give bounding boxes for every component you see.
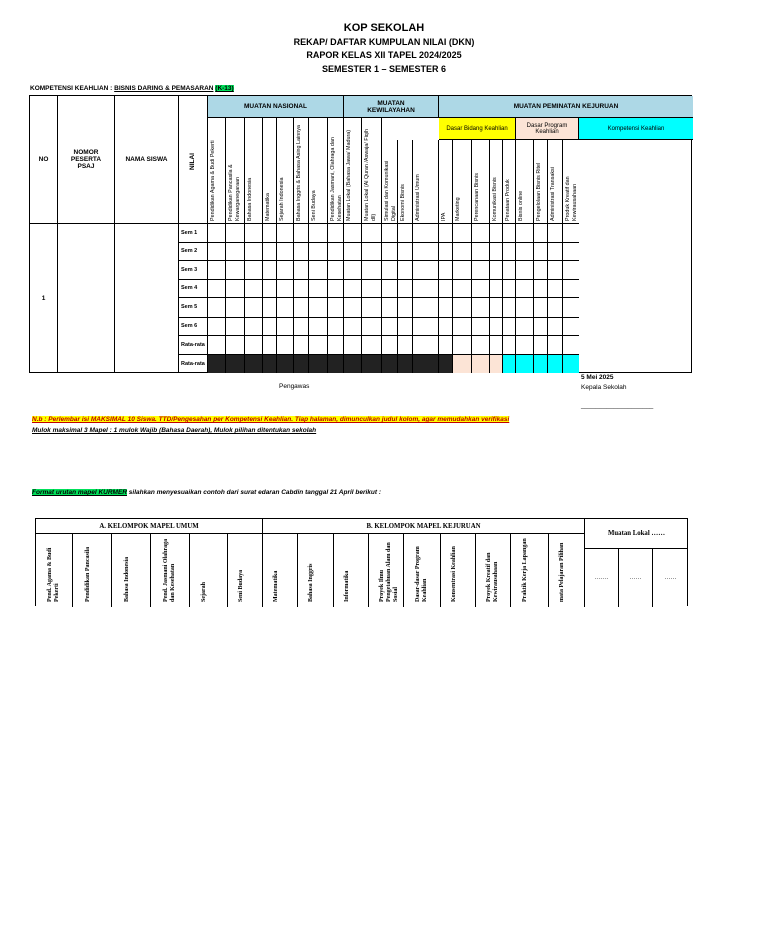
grade-cell xyxy=(490,261,503,280)
grade-cell xyxy=(548,243,563,261)
grade-cell xyxy=(563,336,579,355)
kompetensi-line xyxy=(30,85,234,92)
grade-cell xyxy=(490,243,503,261)
grade-cell xyxy=(453,280,472,298)
grade-cell xyxy=(362,298,382,318)
grade-cell xyxy=(534,243,548,261)
grade-cell xyxy=(226,336,245,355)
grade-cell xyxy=(226,318,245,336)
col-no-header: NO xyxy=(30,96,58,224)
grade-cell xyxy=(490,280,503,298)
grade-cell xyxy=(534,355,548,373)
grade-cell xyxy=(328,224,344,243)
kurmer-subject-header xyxy=(36,534,73,607)
kurmer-subject-label: Seni Budaya xyxy=(237,569,244,602)
grade-cell xyxy=(516,298,534,318)
subject-label: Administrasi Transaksi xyxy=(550,167,556,221)
subject-label: Seni Budaya xyxy=(311,190,317,221)
grade-cell xyxy=(563,261,579,280)
kurmer-subject-label: Konsentrasi Keahlian xyxy=(450,546,457,602)
grade-cell xyxy=(516,355,534,373)
grade-cell xyxy=(245,224,263,243)
semester-title: SEMESTER 1 – SEMESTER 6 xyxy=(321,64,447,74)
kurmer-subject-header xyxy=(190,534,228,607)
col-nilai-label: NILAI xyxy=(189,153,196,170)
grade-cell xyxy=(398,261,413,280)
grade-cell xyxy=(294,243,309,261)
kurmer-subject-label: Sejarah xyxy=(201,582,207,602)
grade-cell xyxy=(263,243,277,261)
kurmer-subject-header xyxy=(404,534,441,607)
subject-header xyxy=(439,140,453,224)
grade-cell xyxy=(382,318,398,336)
grade-cell xyxy=(534,336,548,355)
grade-cell xyxy=(309,243,328,261)
grade-cell xyxy=(490,355,503,373)
group-c-header: Muatan Lokal …… xyxy=(585,519,688,549)
group-nasional: MUATAN NASIONAL xyxy=(208,96,344,118)
grade-cell xyxy=(413,243,439,261)
grade-cell xyxy=(563,355,579,373)
grade-cell xyxy=(413,224,439,243)
grade-cell xyxy=(294,280,309,298)
grade-cell xyxy=(277,261,294,280)
subject-header xyxy=(263,118,277,224)
grade-cell xyxy=(344,280,362,298)
grade-cell xyxy=(382,224,398,243)
mulok-column: ……. xyxy=(585,549,619,607)
grade-cell xyxy=(309,318,328,336)
grade-cell xyxy=(490,224,503,243)
subject-header xyxy=(516,140,534,224)
grade-cell xyxy=(534,224,548,243)
grade-cell xyxy=(398,318,413,336)
mulok-column: …… xyxy=(664,575,677,581)
grade-cell xyxy=(263,261,277,280)
grade-cell xyxy=(516,243,534,261)
grade-cell xyxy=(534,298,548,318)
grade-cell xyxy=(344,243,362,261)
grade-cell xyxy=(548,336,563,355)
grade-cell xyxy=(328,318,344,336)
sub-kompetensi: Kompetensi Keahlian xyxy=(579,118,693,140)
grade-cell xyxy=(398,298,413,318)
subject-label: Pengelolaan Bisnis Ritel xyxy=(536,162,542,221)
grade-cell xyxy=(309,355,328,373)
grade-cell xyxy=(208,318,226,336)
subject-label: Matematika xyxy=(265,193,271,221)
subject-label: Muatan Lokal (Bahasa Jawa/ Madura) xyxy=(346,129,352,221)
format-highlight: Format urutan mapel KURMER xyxy=(32,489,127,496)
grade-cell xyxy=(453,336,472,355)
grade-cell xyxy=(362,243,382,261)
grade-cell xyxy=(309,280,328,298)
subject-label: Produk Kreatif dan Kewirausahaan xyxy=(565,176,578,221)
grade-cell xyxy=(413,261,439,280)
sign-date: 5 Mei 2025 xyxy=(581,374,614,381)
subject-label: Bahasa Inggris & Bahasa Asing Lainnya xyxy=(296,125,302,221)
grade-cell xyxy=(208,224,226,243)
subject-header xyxy=(277,118,294,224)
subject-header xyxy=(362,118,382,224)
grade-cell xyxy=(534,280,548,298)
kurmer-subject-label: Proyek Ilmu Pengetahuan Alam dan Sosial xyxy=(378,542,399,602)
kurmer-subject-header xyxy=(73,534,112,607)
grade-cell xyxy=(503,318,516,336)
kurmer-subject-label: Bahasa Indonesia xyxy=(123,556,130,602)
grade-cell xyxy=(245,336,263,355)
grade-cell xyxy=(413,280,439,298)
group-b-header: B. KELOMPOK MAPEL KEJURUAN xyxy=(263,519,585,534)
grade-cell xyxy=(208,336,226,355)
grade-cell xyxy=(328,261,344,280)
subject-header xyxy=(208,118,226,224)
grade-cell xyxy=(398,280,413,298)
grade-cell xyxy=(453,224,472,243)
kurmer-subject-header xyxy=(441,534,476,607)
kurikulum-badge: (K-13) xyxy=(215,85,234,92)
subject-header xyxy=(382,140,398,224)
kurmer-subject-header xyxy=(298,534,334,607)
grade-cell xyxy=(563,298,579,318)
grade-cell xyxy=(328,280,344,298)
grade-cell xyxy=(263,298,277,318)
grade-cell xyxy=(328,336,344,355)
subject-header xyxy=(398,140,413,224)
grade-cell xyxy=(294,355,309,373)
student-nama xyxy=(115,224,179,373)
grade-cell xyxy=(439,336,453,355)
grade-cell xyxy=(516,280,534,298)
kurmer-subject-header xyxy=(476,534,511,607)
grade-cell xyxy=(208,261,226,280)
grade-cell xyxy=(472,280,490,298)
grade-cell xyxy=(548,355,563,373)
note-mulok: Mulok maksimal 3 Mapel : 1 mulok Wajib (Bahasa Daerah), Mulok pilihan ditentukan sekolah xyxy=(32,427,317,434)
kurmer-subject-label: Pend. Jasmani Olahraga dan Kesehatan xyxy=(162,538,176,602)
grade-cell xyxy=(277,336,294,355)
subject-header xyxy=(226,118,245,224)
group-kewilayahan: MUATAN KEWILAYAHAN xyxy=(344,96,439,118)
grade-cell xyxy=(439,318,453,336)
grade-cell xyxy=(398,243,413,261)
grade-cell xyxy=(245,280,263,298)
grade-cell xyxy=(382,261,398,280)
kurmer-subject-label: Matematika xyxy=(272,570,279,602)
grade-cell xyxy=(245,318,263,336)
subject-label: Komunikasi Bisnis xyxy=(492,177,498,221)
school-letterhead: KOP SEKOLAH xyxy=(343,22,425,34)
grade-cell xyxy=(344,261,362,280)
subject-header xyxy=(328,118,344,224)
subject-header xyxy=(245,118,263,224)
grade-cell xyxy=(534,318,548,336)
kurmer-subject-label: Proyek Kreatif dan Kewirausahaan xyxy=(485,552,499,602)
grade-cell xyxy=(490,318,503,336)
grade-cell xyxy=(503,261,516,280)
grade-cell xyxy=(503,224,516,243)
grade-cell xyxy=(472,298,490,318)
kepala-sekolah-label: Kepala Sekolah xyxy=(581,384,627,391)
sub-dasar-program: Dasar Program Keahlian xyxy=(516,118,579,140)
note-maksimal: N.b : Perlembar isi MAKSIMAL 10 Siswa. TTD/Pengesahan per Kompetensi Keahlian. Tiap halaman, dimunculkan judul kolom, agar memudahkan verifikasi xyxy=(32,416,510,423)
grade-cell xyxy=(226,355,245,373)
subject-label: Ekonomi Bisnis xyxy=(400,184,406,221)
grade-cell xyxy=(362,224,382,243)
subject-label: Simulasi dan Komunikasi Digital xyxy=(384,160,397,221)
grade-cell xyxy=(245,243,263,261)
grade-cell xyxy=(472,318,490,336)
grade-cell xyxy=(413,298,439,318)
subject-label: Pendidikan Jasmani, Olahraga dan Kesehatan xyxy=(330,137,343,221)
grade-cell xyxy=(344,318,362,336)
student-no: 1 xyxy=(30,224,58,373)
grade-cell xyxy=(398,355,413,373)
grade-cell xyxy=(472,355,490,373)
grade-cell xyxy=(362,355,382,373)
grade-cell xyxy=(472,243,490,261)
grade-cell xyxy=(277,318,294,336)
kurmer-subject-label: Dasar-dasar Program Keahlian xyxy=(414,546,428,602)
grade-cell xyxy=(516,224,534,243)
subject-label: IPA xyxy=(441,212,447,221)
subject-header xyxy=(563,140,579,224)
grade-cell xyxy=(516,318,534,336)
kurmer-subject-label: mata Pelajaran Pilihan xyxy=(559,542,565,602)
subject-header xyxy=(548,140,563,224)
grade-cell xyxy=(277,224,294,243)
semester-row-label: Sem 2 xyxy=(179,243,208,261)
subject-label: Perencanaan Bisnis xyxy=(474,173,480,221)
format-instruction xyxy=(32,489,381,496)
grade-cell xyxy=(516,336,534,355)
grade-cell xyxy=(328,243,344,261)
grade-cell xyxy=(309,336,328,355)
grade-cell xyxy=(398,336,413,355)
kurmer-subject-header xyxy=(549,534,585,607)
semester-row-label: Sem 4 xyxy=(179,280,208,298)
grade-cell xyxy=(208,243,226,261)
grade-cell xyxy=(548,280,563,298)
grade-cell xyxy=(328,298,344,318)
grade-cell xyxy=(413,355,439,373)
grade-cell xyxy=(277,355,294,373)
sub-dasar-bidang: Dasar Bidang Keahlian xyxy=(439,118,516,140)
kurmer-subject-header xyxy=(151,534,190,607)
kurmer-subject-label: Informatika xyxy=(343,570,350,602)
grade-cell xyxy=(382,336,398,355)
semester-row-label: Sem 5 xyxy=(179,298,208,318)
subject-label: Marketing xyxy=(455,197,461,221)
group-a-header: A. KELOMPOK MAPEL UMUM xyxy=(36,519,263,534)
subject-header xyxy=(413,140,439,224)
grade-cell xyxy=(453,261,472,280)
grade-cell xyxy=(472,261,490,280)
grade-cell xyxy=(263,280,277,298)
subject-label: Muatan Lokal (Al Quran /Aswaja/ Fiqih dll) xyxy=(364,129,377,221)
grade-cell xyxy=(534,261,548,280)
grade-cell xyxy=(453,355,472,373)
grade-cell xyxy=(309,261,328,280)
mulok-column: …… xyxy=(619,549,653,607)
kurmer-table xyxy=(35,518,688,606)
grade-cell xyxy=(490,298,503,318)
grade-cell xyxy=(245,261,263,280)
subject-header xyxy=(294,118,309,224)
grade-cell xyxy=(439,298,453,318)
grade-cell xyxy=(208,355,226,373)
grade-cell xyxy=(294,224,309,243)
grade-cell xyxy=(245,355,263,373)
grade-cell xyxy=(362,261,382,280)
kurmer-subject-label: Pendidikan Pancasila xyxy=(84,546,91,602)
kurmer-subject-label: Bahasa Inggris xyxy=(308,563,314,602)
subject-label: Sejarah Indonesia xyxy=(279,177,285,221)
grade-cell xyxy=(309,224,328,243)
grade-cell xyxy=(563,280,579,298)
semester-row-label: Rata-rata xyxy=(179,336,208,355)
grade-cell xyxy=(208,298,226,318)
kepala-signature-line: ____________________ xyxy=(581,402,654,409)
subject-header xyxy=(503,140,516,224)
grade-cell xyxy=(263,224,277,243)
grade-cell xyxy=(344,298,362,318)
grade-cell xyxy=(328,355,344,373)
grade-cell xyxy=(548,224,563,243)
subject-label: Administrasi Umum xyxy=(415,174,421,221)
format-rest: silahkan menyesuaikan contoh dari surat edaran Cabdin tanggal 21 April berikut : xyxy=(126,489,382,496)
grade-cell xyxy=(382,280,398,298)
kurmer-subject-label: Praktik Kerja Lapangan xyxy=(522,538,528,602)
subject-label: Pendidikan Pancasila & Kewarganegaraan xyxy=(228,164,241,221)
subject-label: Pendidikan Agama & Budi Pekerti xyxy=(210,140,216,221)
subject-header xyxy=(490,140,503,224)
grade-cell xyxy=(516,261,534,280)
grade-cell xyxy=(503,243,516,261)
grade-cell xyxy=(548,318,563,336)
semester-row-label: Rata-rata xyxy=(179,355,208,373)
kurmer-subject-header xyxy=(511,534,549,607)
grade-cell xyxy=(294,261,309,280)
grade-cell xyxy=(294,336,309,355)
kurmer-subject-header xyxy=(263,534,298,607)
grade-cell xyxy=(226,280,245,298)
grade-cell xyxy=(226,243,245,261)
grade-cell xyxy=(503,355,516,373)
grade-cell xyxy=(208,280,226,298)
grade-cell xyxy=(382,355,398,373)
grade-cell xyxy=(548,261,563,280)
grade-cell xyxy=(263,318,277,336)
grade-cell xyxy=(490,336,503,355)
grade-cell xyxy=(344,336,362,355)
kompetensi-program: BISNIS DARING & PEMASARAN xyxy=(114,85,214,92)
grade-cell xyxy=(413,336,439,355)
subject-label: Bahasa Indonesia xyxy=(247,177,253,221)
grade-cell xyxy=(453,318,472,336)
subject-label: Bisnis online xyxy=(518,190,524,221)
grade-cell xyxy=(439,261,453,280)
rapor-title: RAPOR KELAS XII TAPEL 2024/2025 xyxy=(306,50,462,60)
col-nilai-header xyxy=(179,96,208,224)
grade-cell xyxy=(344,224,362,243)
group-peminatan: MUATAN PEMINATAN KEJURUAN xyxy=(439,96,693,118)
grade-cell xyxy=(472,336,490,355)
grade-cell xyxy=(294,298,309,318)
subject-header xyxy=(472,140,490,224)
grade-cell xyxy=(226,261,245,280)
grade-cell xyxy=(439,280,453,298)
grade-cell xyxy=(277,298,294,318)
col-nomor-header: NOMOR PESERTA PSAJ xyxy=(58,96,115,224)
pengawas-label: Pengawas xyxy=(279,383,310,390)
grade-cell xyxy=(277,280,294,298)
grade-cell xyxy=(439,243,453,261)
grade-cell xyxy=(362,318,382,336)
kurmer-subject-header xyxy=(369,534,404,607)
grade-cell xyxy=(226,298,245,318)
grade-cell xyxy=(309,298,328,318)
grade-cell xyxy=(439,355,453,373)
subject-header xyxy=(344,118,362,224)
grade-cell xyxy=(226,224,245,243)
grade-cell xyxy=(294,318,309,336)
student-nomor xyxy=(58,224,115,373)
kurmer-subject-header xyxy=(112,534,151,607)
grade-cell xyxy=(362,336,382,355)
semester-row-label: Sem 6 xyxy=(179,318,208,336)
grade-cell xyxy=(413,318,439,336)
grade-cell xyxy=(382,298,398,318)
grade-cell xyxy=(439,224,453,243)
grade-cell xyxy=(362,280,382,298)
grade-cell xyxy=(503,280,516,298)
grade-cell xyxy=(563,318,579,336)
grade-cell xyxy=(263,355,277,373)
grade-cell xyxy=(563,224,579,243)
kompetensi-label: KOMPETENSI KEAHLIAN : xyxy=(30,85,115,92)
grade-cell xyxy=(503,336,516,355)
subject-label: Penataan Produk xyxy=(505,179,511,221)
semester-row-label: Sem 3 xyxy=(179,261,208,280)
grade-cell xyxy=(548,298,563,318)
kurmer-subject-header xyxy=(228,534,263,607)
dkn-table xyxy=(29,95,692,373)
grade-cell xyxy=(503,298,516,318)
grade-cell xyxy=(472,224,490,243)
subject-header xyxy=(309,118,328,224)
grade-cell xyxy=(453,298,472,318)
grade-cell xyxy=(263,336,277,355)
kurmer-subject-header xyxy=(334,534,369,607)
grade-cell xyxy=(563,243,579,261)
rekap-title: REKAP/ DAFTAR KUMPULAN NILAI (DKN) xyxy=(293,37,475,47)
grade-cell xyxy=(344,355,362,373)
kurmer-subject-label: Pend. Agama & Budi Pekerti xyxy=(46,547,60,602)
subject-header xyxy=(534,140,548,224)
grade-cell xyxy=(382,243,398,261)
grade-cell xyxy=(453,243,472,261)
grade-cell xyxy=(277,243,294,261)
grade-cell xyxy=(245,298,263,318)
grade-cell xyxy=(398,224,413,243)
col-nama-header: NAMA SISWA xyxy=(115,96,179,224)
semester-row-label: Sem 1 xyxy=(179,224,208,243)
subject-header xyxy=(453,140,472,224)
